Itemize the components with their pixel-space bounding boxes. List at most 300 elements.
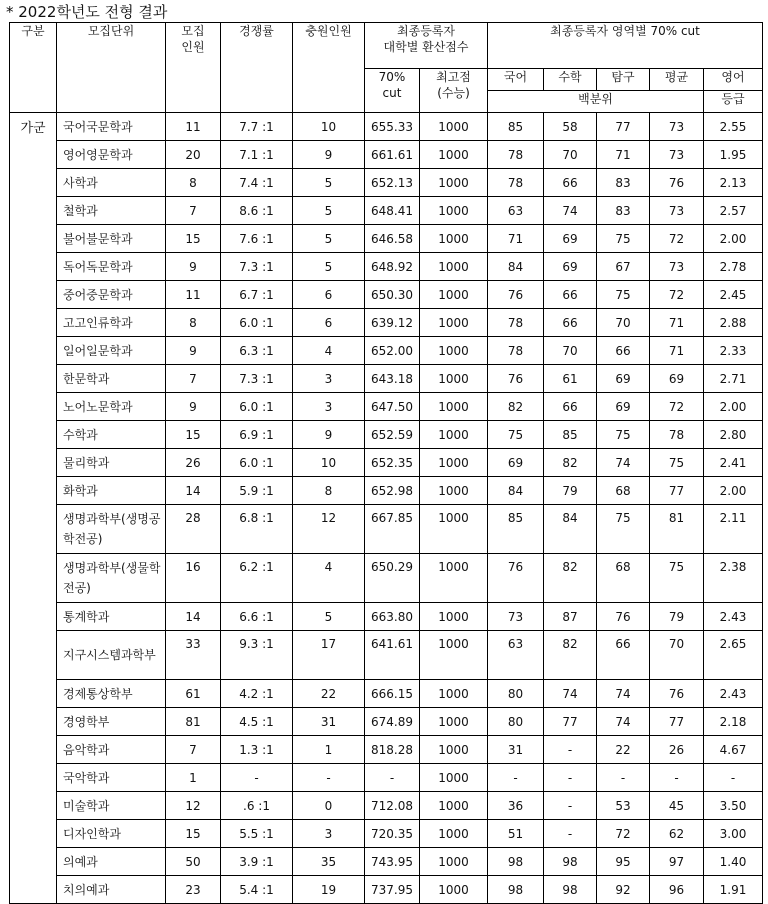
header-kor: 국어: [488, 69, 544, 91]
avg-cell: 97: [650, 848, 704, 876]
header-percentile: 백분위: [488, 91, 704, 113]
ratio-cell: 1.3 :1: [221, 736, 293, 764]
math-cell: 74: [544, 680, 597, 708]
extra-cell: 9: [293, 141, 365, 169]
inq-cell: 66: [597, 631, 650, 680]
avg-cell: 26: [650, 736, 704, 764]
extra-cell: 10: [293, 113, 365, 141]
kor-cell: 82: [488, 393, 544, 421]
math-cell: 66: [544, 169, 597, 197]
extra-cell: 3: [293, 820, 365, 848]
unit-cell: 국악학과: [57, 764, 166, 792]
quota-cell: 12: [166, 792, 221, 820]
ratio-cell: 6.6 :1: [221, 603, 293, 631]
unit-cell: 노어노문학과: [57, 393, 166, 421]
extra-cell: 3: [293, 365, 365, 393]
math-cell: 66: [544, 393, 597, 421]
eng-cell: 2.11: [704, 505, 763, 554]
kor-cell: 76: [488, 281, 544, 309]
avg-cell: 77: [650, 708, 704, 736]
max-cell: 1000: [420, 421, 488, 449]
math-cell: 79: [544, 477, 597, 505]
max-cell: 1000: [420, 253, 488, 281]
header-grade: 등급: [704, 91, 763, 113]
quota-cell: 26: [166, 449, 221, 477]
extra-cell: 6: [293, 309, 365, 337]
quota-cell: 7: [166, 197, 221, 225]
math-cell: 66: [544, 281, 597, 309]
max-cell: 1000: [420, 365, 488, 393]
ratio-cell: 6.7 :1: [221, 281, 293, 309]
quota-cell: 81: [166, 708, 221, 736]
table-row: [10, 505, 763, 554]
extra-cell: 19: [293, 876, 365, 904]
extra-cell: 31: [293, 708, 365, 736]
math-cell: -: [544, 764, 597, 792]
quota-cell: 16: [166, 554, 221, 603]
extra-cell: 22: [293, 680, 365, 708]
quota-cell: 11: [166, 281, 221, 309]
cut-cell: 639.12: [365, 309, 420, 337]
quota-cell: 14: [166, 477, 221, 505]
ratio-cell: 8.6 :1: [221, 197, 293, 225]
unit-cell: 통계학과: [57, 603, 166, 631]
avg-cell: 77: [650, 477, 704, 505]
avg-cell: 76: [650, 169, 704, 197]
extra-cell: 5: [293, 603, 365, 631]
kor-cell: 63: [488, 631, 544, 680]
eng-cell: 2.43: [704, 680, 763, 708]
header-avg: 평균: [650, 69, 704, 91]
group-cell: 가군: [10, 113, 57, 904]
quota-cell: 11: [166, 113, 221, 141]
table-row: [10, 477, 763, 505]
kor-cell: 85: [488, 505, 544, 554]
table-row: [10, 708, 763, 736]
eng-cell: 2.18: [704, 708, 763, 736]
unit-cell: 영어영문학과: [57, 141, 166, 169]
inq-cell: 77: [597, 113, 650, 141]
math-cell: 61: [544, 365, 597, 393]
ratio-cell: 7.3 :1: [221, 365, 293, 393]
avg-cell: 72: [650, 281, 704, 309]
max-cell: 1000: [420, 554, 488, 603]
eng-cell: 2.41: [704, 449, 763, 477]
math-cell: 82: [544, 631, 597, 680]
inq-cell: 74: [597, 449, 650, 477]
unit-cell: 생명과학부(생명공학전공): [57, 505, 166, 554]
avg-cell: 81: [650, 505, 704, 554]
inq-cell: 92: [597, 876, 650, 904]
cut-cell: 661.61: [365, 141, 420, 169]
quota-cell: 9: [166, 337, 221, 365]
inq-cell: 72: [597, 820, 650, 848]
table-row: [10, 281, 763, 309]
ratio-cell: 7.3 :1: [221, 253, 293, 281]
cut-cell: 737.95: [365, 876, 420, 904]
max-cell: 1000: [420, 197, 488, 225]
admission-results-table: [9, 22, 763, 904]
eng-cell: 2.78: [704, 253, 763, 281]
ratio-cell: .6 :1: [221, 792, 293, 820]
unit-cell: 지구시스템과학부: [57, 631, 166, 680]
avg-cell: 75: [650, 554, 704, 603]
math-cell: -: [544, 736, 597, 764]
avg-cell: 71: [650, 337, 704, 365]
table-row: [10, 792, 763, 820]
ratio-cell: 7.7 :1: [221, 113, 293, 141]
unit-cell: 고고인류학과: [57, 309, 166, 337]
cut-cell: 647.50: [365, 393, 420, 421]
table-row: [10, 449, 763, 477]
table-row: [10, 603, 763, 631]
page-title: * 2022학년도 전형 결과: [6, 3, 168, 21]
ratio-cell: 3.9 :1: [221, 848, 293, 876]
quota-cell: 8: [166, 169, 221, 197]
avg-cell: 73: [650, 253, 704, 281]
eng-cell: 2.45: [704, 281, 763, 309]
extra-cell: 1: [293, 736, 365, 764]
header-max: 최고점 (수능): [420, 69, 488, 113]
kor-cell: 51: [488, 820, 544, 848]
extra-cell: 10: [293, 449, 365, 477]
quota-cell: 15: [166, 225, 221, 253]
table-row: [10, 365, 763, 393]
kor-cell: 71: [488, 225, 544, 253]
cut-cell: -: [365, 764, 420, 792]
header-cut70: 70% cut: [365, 69, 420, 113]
table-row: [10, 141, 763, 169]
math-cell: -: [544, 820, 597, 848]
ratio-cell: 9.3 :1: [221, 631, 293, 680]
eng-cell: 2.43: [704, 603, 763, 631]
quota-cell: 15: [166, 421, 221, 449]
table-row: [10, 169, 763, 197]
inq-cell: -: [597, 764, 650, 792]
max-cell: 1000: [420, 393, 488, 421]
ratio-cell: -: [221, 764, 293, 792]
avg-cell: 78: [650, 421, 704, 449]
table-row: [10, 554, 763, 603]
math-cell: 98: [544, 876, 597, 904]
header-final-score: 최종등록자 대학별 환산점수: [365, 23, 488, 69]
eng-cell: 4.67: [704, 736, 763, 764]
quota-cell: 8: [166, 309, 221, 337]
ratio-cell: 6.9 :1: [221, 421, 293, 449]
quota-cell: 50: [166, 848, 221, 876]
avg-cell: 45: [650, 792, 704, 820]
eng-cell: 2.88: [704, 309, 763, 337]
table-row: [10, 764, 763, 792]
unit-cell: 치의예과: [57, 876, 166, 904]
header-group: 구분: [10, 23, 57, 113]
unit-cell: 사학과: [57, 169, 166, 197]
unit-cell: 물리학과: [57, 449, 166, 477]
header-ratio: 경쟁률: [221, 23, 293, 113]
avg-cell: 69: [650, 365, 704, 393]
inq-cell: 83: [597, 197, 650, 225]
math-cell: 98: [544, 848, 597, 876]
kor-cell: 78: [488, 141, 544, 169]
max-cell: 1000: [420, 708, 488, 736]
inq-cell: 66: [597, 337, 650, 365]
unit-cell: 불어불문학과: [57, 225, 166, 253]
math-cell: -: [544, 792, 597, 820]
kor-cell: 98: [488, 848, 544, 876]
eng-cell: 2.71: [704, 365, 763, 393]
max-cell: 1000: [420, 848, 488, 876]
quota-cell: 61: [166, 680, 221, 708]
cut-cell: 641.61: [365, 631, 420, 680]
cut-cell: 650.30: [365, 281, 420, 309]
max-cell: 1000: [420, 792, 488, 820]
eng-cell: 2.65: [704, 631, 763, 680]
header-unit: 모집단위: [57, 23, 166, 113]
max-cell: 1000: [420, 736, 488, 764]
eng-cell: 2.33: [704, 337, 763, 365]
extra-cell: 4: [293, 554, 365, 603]
max-cell: 1000: [420, 449, 488, 477]
cut-cell: 663.80: [365, 603, 420, 631]
kor-cell: 78: [488, 337, 544, 365]
max-cell: 1000: [420, 281, 488, 309]
math-cell: 66: [544, 309, 597, 337]
table-row: [10, 680, 763, 708]
avg-cell: 73: [650, 197, 704, 225]
kor-cell: 73: [488, 603, 544, 631]
eng-cell: 2.80: [704, 421, 763, 449]
avg-cell: 75: [650, 449, 704, 477]
eng-cell: 2.13: [704, 169, 763, 197]
kor-cell: 78: [488, 309, 544, 337]
ratio-cell: 6.8 :1: [221, 505, 293, 554]
cut-cell: 666.15: [365, 680, 420, 708]
table-row: [10, 113, 763, 141]
kor-cell: 69: [488, 449, 544, 477]
table-row: [10, 337, 763, 365]
unit-cell: 디자인학과: [57, 820, 166, 848]
inq-cell: 53: [597, 792, 650, 820]
cut-cell: 652.59: [365, 421, 420, 449]
extra-cell: 3: [293, 393, 365, 421]
unit-cell: 미술학과: [57, 792, 166, 820]
extra-cell: 4: [293, 337, 365, 365]
cut-cell: 648.92: [365, 253, 420, 281]
kor-cell: 84: [488, 477, 544, 505]
avg-cell: 72: [650, 393, 704, 421]
kor-cell: 36: [488, 792, 544, 820]
cut-cell: 652.35: [365, 449, 420, 477]
math-cell: 82: [544, 554, 597, 603]
kor-cell: 98: [488, 876, 544, 904]
kor-cell: 80: [488, 708, 544, 736]
ratio-cell: 7.1 :1: [221, 141, 293, 169]
eng-cell: 2.00: [704, 225, 763, 253]
kor-cell: 76: [488, 365, 544, 393]
kor-cell: 80: [488, 680, 544, 708]
kor-cell: 31: [488, 736, 544, 764]
table-row: [10, 421, 763, 449]
inq-cell: 69: [597, 365, 650, 393]
cut-cell: 655.33: [365, 113, 420, 141]
quota-cell: 28: [166, 505, 221, 554]
table-row: [10, 393, 763, 421]
eng-cell: 2.55: [704, 113, 763, 141]
max-cell: 1000: [420, 477, 488, 505]
math-cell: 74: [544, 197, 597, 225]
extra-cell: 35: [293, 848, 365, 876]
inq-cell: 22: [597, 736, 650, 764]
math-cell: 84: [544, 505, 597, 554]
kor-cell: 76: [488, 554, 544, 603]
max-cell: 1000: [420, 309, 488, 337]
avg-cell: 96: [650, 876, 704, 904]
kor-cell: 63: [488, 197, 544, 225]
extra-cell: 9: [293, 421, 365, 449]
ratio-cell: 6.0 :1: [221, 449, 293, 477]
unit-cell: 한문학과: [57, 365, 166, 393]
extra-cell: 0: [293, 792, 365, 820]
extra-cell: 12: [293, 505, 365, 554]
max-cell: 1000: [420, 876, 488, 904]
inq-cell: 71: [597, 141, 650, 169]
unit-cell: 경제통상학부: [57, 680, 166, 708]
inq-cell: 69: [597, 393, 650, 421]
cut-cell: 652.00: [365, 337, 420, 365]
ratio-cell: 7.6 :1: [221, 225, 293, 253]
math-cell: 85: [544, 421, 597, 449]
unit-cell: 수학과: [57, 421, 166, 449]
ratio-cell: 6.0 :1: [221, 309, 293, 337]
math-cell: 82: [544, 449, 597, 477]
math-cell: 70: [544, 337, 597, 365]
unit-cell: 철학과: [57, 197, 166, 225]
table-row: [10, 631, 763, 680]
quota-cell: 15: [166, 820, 221, 848]
quota-cell: 1: [166, 764, 221, 792]
header-extra: 충원인원: [293, 23, 365, 113]
math-cell: 70: [544, 141, 597, 169]
unit-cell: 중어중문학과: [57, 281, 166, 309]
eng-cell: 2.00: [704, 393, 763, 421]
avg-cell: 73: [650, 113, 704, 141]
cut-cell: 650.29: [365, 554, 420, 603]
eng-cell: 3.50: [704, 792, 763, 820]
header-math: 수학: [544, 69, 597, 91]
eng-cell: 1.40: [704, 848, 763, 876]
avg-cell: 72: [650, 225, 704, 253]
inq-cell: 83: [597, 169, 650, 197]
quota-cell: 23: [166, 876, 221, 904]
inq-cell: 75: [597, 505, 650, 554]
unit-cell: 생명과학부(생물학전공): [57, 554, 166, 603]
eng-cell: 2.38: [704, 554, 763, 603]
kor-cell: 78: [488, 169, 544, 197]
table-row: [10, 225, 763, 253]
inq-cell: 75: [597, 225, 650, 253]
cut-cell: 818.28: [365, 736, 420, 764]
avg-cell: 73: [650, 141, 704, 169]
header-inq: 탐구: [597, 69, 650, 91]
table-row: [10, 820, 763, 848]
unit-cell: 의예과: [57, 848, 166, 876]
table-body: [10, 113, 763, 904]
kor-cell: 75: [488, 421, 544, 449]
ratio-cell: 5.9 :1: [221, 477, 293, 505]
avg-cell: 79: [650, 603, 704, 631]
eng-cell: 1.95: [704, 141, 763, 169]
cut-cell: 720.35: [365, 820, 420, 848]
quota-cell: 20: [166, 141, 221, 169]
ratio-cell: 6.2 :1: [221, 554, 293, 603]
quota-cell: 7: [166, 736, 221, 764]
unit-cell: 국어국문학과: [57, 113, 166, 141]
avg-cell: 71: [650, 309, 704, 337]
inq-cell: 76: [597, 603, 650, 631]
max-cell: 1000: [420, 169, 488, 197]
table-row: [10, 197, 763, 225]
inq-cell: 74: [597, 680, 650, 708]
cut-cell: 652.98: [365, 477, 420, 505]
extra-cell: 5: [293, 253, 365, 281]
eng-cell: -: [704, 764, 763, 792]
inq-cell: 75: [597, 421, 650, 449]
header-eng: 영어: [704, 69, 763, 91]
extra-cell: 6: [293, 281, 365, 309]
kor-cell: 84: [488, 253, 544, 281]
inq-cell: 67: [597, 253, 650, 281]
unit-cell: 경영학부: [57, 708, 166, 736]
unit-cell: 음악학과: [57, 736, 166, 764]
ratio-cell: 5.5 :1: [221, 820, 293, 848]
unit-cell: 일어일문학과: [57, 337, 166, 365]
kor-cell: 85: [488, 113, 544, 141]
max-cell: 1000: [420, 820, 488, 848]
ratio-cell: 7.4 :1: [221, 169, 293, 197]
math-cell: 87: [544, 603, 597, 631]
inq-cell: 70: [597, 309, 650, 337]
max-cell: 1000: [420, 141, 488, 169]
cut-cell: 743.95: [365, 848, 420, 876]
quota-cell: 9: [166, 393, 221, 421]
cut-cell: 652.13: [365, 169, 420, 197]
eng-cell: 2.57: [704, 197, 763, 225]
inq-cell: 75: [597, 281, 650, 309]
cut-cell: 646.58: [365, 225, 420, 253]
unit-cell: 독어독문학과: [57, 253, 166, 281]
kor-cell: -: [488, 764, 544, 792]
quota-cell: 7: [166, 365, 221, 393]
avg-cell: 62: [650, 820, 704, 848]
cut-cell: 712.08: [365, 792, 420, 820]
ratio-cell: 6.3 :1: [221, 337, 293, 365]
ratio-cell: 6.0 :1: [221, 393, 293, 421]
cut-cell: 648.41: [365, 197, 420, 225]
header-area-cut: 최종등록자 영역별 70% cut: [488, 23, 763, 69]
inq-cell: 68: [597, 554, 650, 603]
table-row: [10, 848, 763, 876]
eng-cell: 1.91: [704, 876, 763, 904]
cut-cell: 674.89: [365, 708, 420, 736]
ratio-cell: 5.4 :1: [221, 876, 293, 904]
eng-cell: 2.00: [704, 477, 763, 505]
header-quota: 모집 인원: [166, 23, 221, 113]
math-cell: 58: [544, 113, 597, 141]
max-cell: 1000: [420, 603, 488, 631]
extra-cell: 5: [293, 197, 365, 225]
extra-cell: -: [293, 764, 365, 792]
extra-cell: 8: [293, 477, 365, 505]
